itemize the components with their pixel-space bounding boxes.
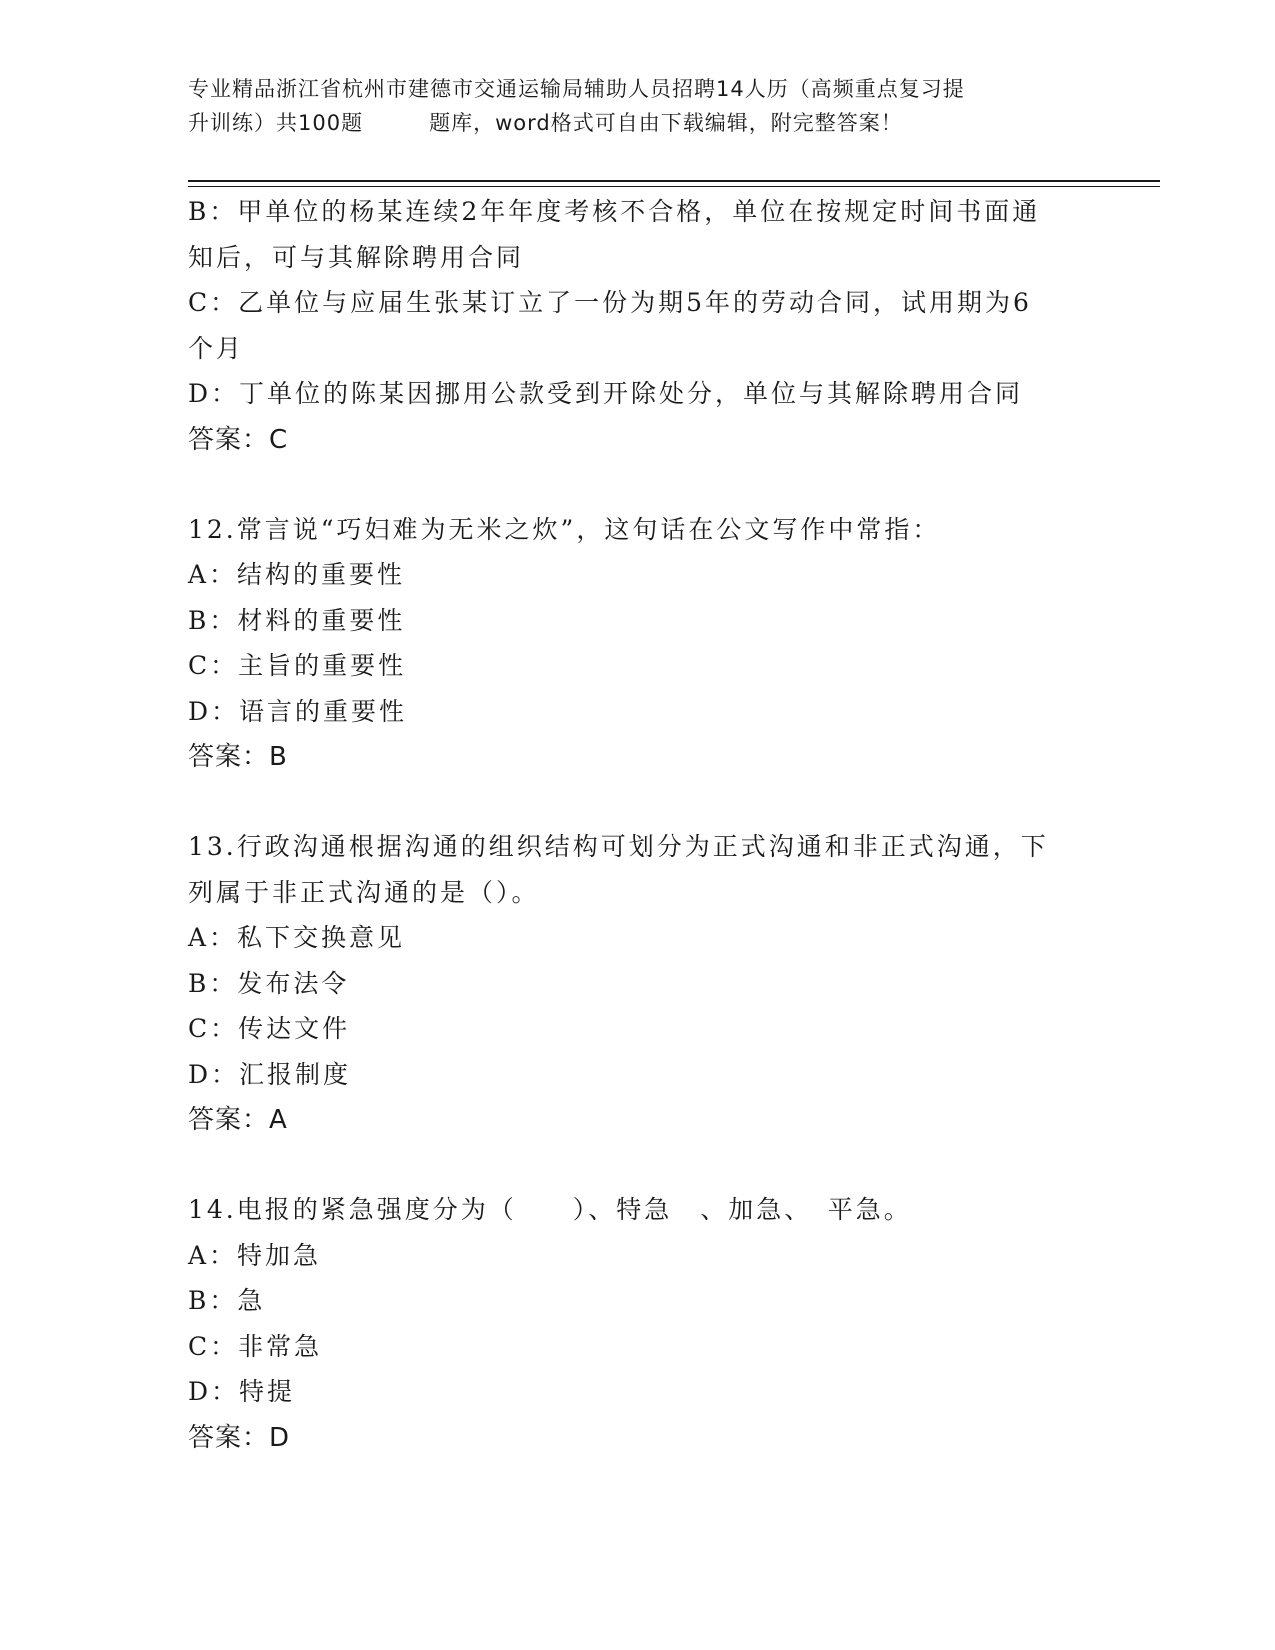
header-rule-thin [188,186,1160,187]
question-stem-line-1: 13.行政沟通根据沟通的组织结构可划分为正式沟通和非正式沟通，下 [188,832,1049,861]
option-a: A：结构的重要性 [188,560,406,589]
question-11-continued [188,189,1088,463]
header-title-part-b: 题库，word格式可自由下载编辑，附完整答案！ [429,111,903,135]
option-c: C：传达文件 [188,1014,351,1043]
question-14 [188,1187,1088,1461]
option-b-line-1: B：甲单位的杨某连续2年年度考核不合格，单位在按规定时间书面通 [188,197,1041,226]
question-13 [188,824,1088,1143]
answer-line: 答案：B [188,742,288,772]
option-c: C：非常急 [188,1331,323,1361]
header-title-part-a: 升训练）共100题 [188,111,364,135]
question-stem: 12.常言说“巧妇难为无米之炊”，这句话在公文写作中常指： [188,514,941,544]
question-stem-line-2: 列属于非正式沟通的是（）。 [188,877,540,907]
question-spacer [188,780,1088,824]
question-spacer [188,463,1088,507]
answer-line: 答案：A [188,1105,288,1135]
option-d: D：语言的重要性 [188,696,408,726]
option-c-line-2: 个月 [188,333,245,363]
option-c-line-1: C：乙单位与应届生张某订立了一份为期5年的劳动合同，试用期为6 [188,288,1032,317]
header-rule-thick [188,180,1160,182]
question-stem: 14.电报的紧急强度分为（ ）、特急 、加急、 平急。 [188,1195,912,1224]
option-a: A：私下交换意见 [188,923,406,952]
header-title-line-1: 专业精品浙江省杭州市建德市交通运输局辅助人员招聘14人历（高频重点复习提 [188,77,965,101]
option-c: C：主旨的重要性 [188,651,407,680]
header-title-line-2 [188,106,1088,140]
option-b-line-2: 知后，可与其解除聘用合同 [188,242,525,272]
question-12 [188,507,1088,781]
option-b: B：急 [188,1286,266,1315]
question-spacer [188,1143,1088,1187]
answer-line: 答案：D [188,1422,291,1453]
option-a: A：特加急 [188,1240,322,1270]
option-b: B：材料的重要性 [188,605,406,635]
option-d: D：丁单位的陈某因挪用公款受到开除处分，单位与其解除聘用合同 [188,379,1024,408]
option-b: B：发布法令 [188,968,350,998]
option-d: D：汇报制度 [188,1059,352,1089]
option-d: D：特提 [188,1377,296,1406]
answer-line: 答案：C [188,424,289,455]
document-header [188,72,1088,140]
document-body [188,189,1088,1461]
